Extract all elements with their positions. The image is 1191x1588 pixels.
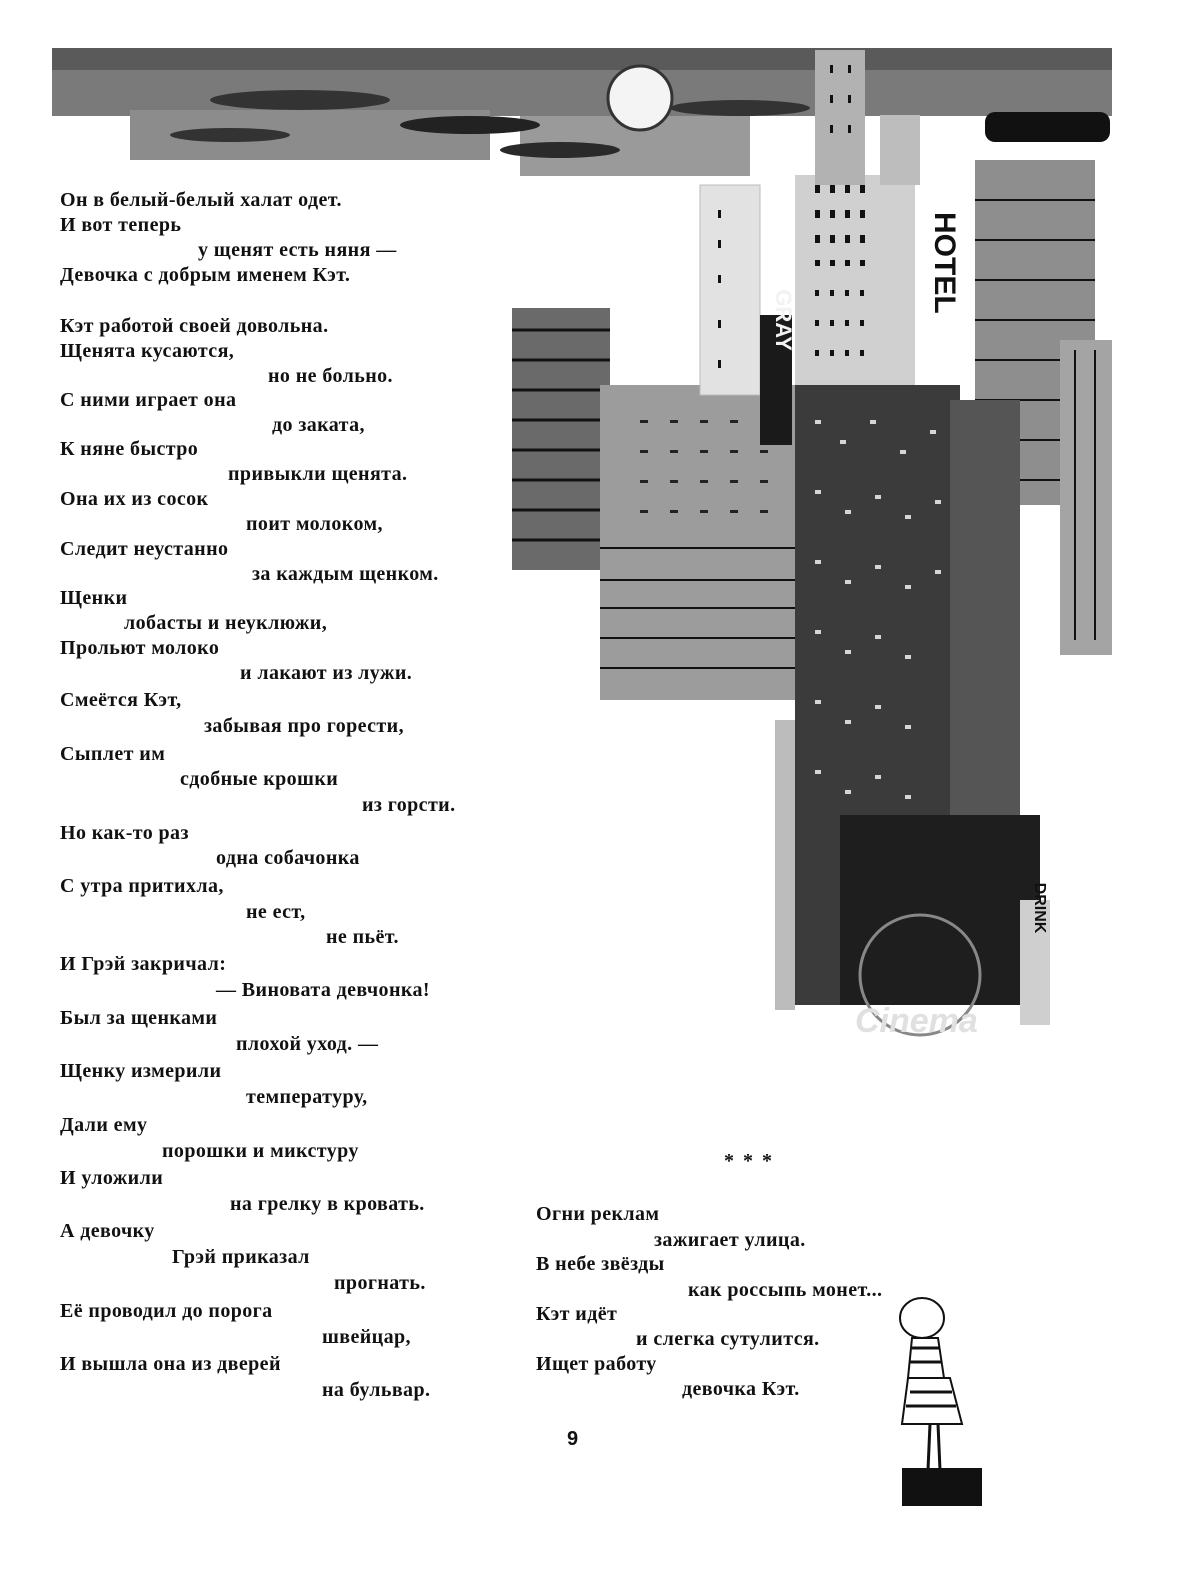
poem-line: Грэй приказал xyxy=(172,1246,310,1268)
poem-line: Её проводил до порога xyxy=(60,1300,273,1322)
poem-line: И уложили xyxy=(60,1167,164,1189)
poem-line: у щенят есть няня — xyxy=(198,239,397,261)
poem-line: С утра притихла, xyxy=(60,875,224,897)
poem-line: зажигает улица. xyxy=(654,1229,806,1251)
poem-line: порошки и микстуру xyxy=(162,1140,359,1162)
night-sky xyxy=(52,48,1112,176)
poem-line: не пьёт. xyxy=(326,926,399,948)
poem-line: девочка Кэт. xyxy=(682,1378,800,1400)
poem-line: И вышла она из дверей xyxy=(60,1353,281,1375)
poem-line: Следит неустанно xyxy=(60,538,229,560)
poem-line: В небе звёзды xyxy=(536,1253,665,1275)
moon-icon xyxy=(608,66,672,130)
poem-line: лобасты и неуклюжи, xyxy=(124,612,328,634)
stanza-separator: * * * xyxy=(724,1150,774,1172)
page-number: 9 xyxy=(567,1428,579,1450)
poem-line: забывая про горести, xyxy=(204,715,404,737)
girl-figure xyxy=(900,1298,982,1506)
poem-line: Сыплет им xyxy=(60,743,166,765)
cinema-sign-text: Cinema xyxy=(855,1002,978,1040)
poem-line: швейцар, xyxy=(322,1326,411,1348)
poem-line: сдобные крошки xyxy=(180,768,339,790)
poem-line: Но как-то раз xyxy=(60,822,189,844)
poem-line: прогнать. xyxy=(334,1272,426,1294)
poem-line: поит молоком, xyxy=(246,513,383,535)
poem-line: из горсти. xyxy=(362,794,456,816)
poem-line: но не больно. xyxy=(268,365,393,387)
poem-line: плохой уход. — xyxy=(236,1033,379,1055)
cinema-building xyxy=(840,815,1040,1005)
poem-line: Смеётся Кэт, xyxy=(60,689,182,711)
poem-line: на грелку в кровать. xyxy=(230,1193,425,1215)
poem-line: Дали ему xyxy=(60,1114,148,1136)
poem-line: Она их из сосок xyxy=(60,488,209,510)
gray-sign-text: GRAY xyxy=(771,289,796,351)
poem-line: Прольют молоко xyxy=(60,637,220,659)
poem-line: Огни реклам xyxy=(536,1203,660,1225)
poem-line: температуру, xyxy=(246,1086,368,1108)
poem-line: К няне быстро xyxy=(60,438,199,460)
poem-line: Ищет работу xyxy=(536,1353,657,1375)
poem-line: Он в белый-белый халат одет. xyxy=(60,189,342,211)
poem-line: как россыпь монет... xyxy=(688,1279,883,1301)
poem-line: не ест, xyxy=(246,901,306,923)
poem-line: и лакают из лужи. xyxy=(240,662,413,684)
poem-line: Девочка с добрым именем Кэт. xyxy=(60,264,351,286)
hotel-sign-text: HOTEL xyxy=(928,212,961,314)
poem-line: Кэт идёт xyxy=(536,1303,618,1325)
poem-line: Щенята кусаются, xyxy=(60,340,235,362)
poem-line: И вот теперь xyxy=(60,214,182,236)
poem-line: И Грэй закричал: xyxy=(60,953,227,975)
poem-line: Кэт работой своей довольна. xyxy=(60,315,329,337)
poem-line: Был за щенками xyxy=(60,1007,218,1029)
poem-line: Щенку измерили xyxy=(60,1060,222,1082)
building-left xyxy=(512,308,610,570)
drink-sign-text: DRINK xyxy=(1031,882,1048,934)
building-dark xyxy=(775,385,1050,1040)
poem-line: на бульвар. xyxy=(322,1379,431,1401)
poem-line: за каждым щенком. xyxy=(252,563,439,585)
poem-line: А девочку xyxy=(60,1220,155,1242)
poem-line: С ними играет она xyxy=(60,389,237,411)
poem-line: Щенки xyxy=(60,587,128,609)
poem-line: до заката, xyxy=(272,414,365,436)
poem-line: — Виновата девчонка! xyxy=(216,979,430,1001)
poem-line: и слегка сутулится. xyxy=(636,1328,820,1350)
poem-line: привыкли щенята. xyxy=(228,463,408,485)
poem-line: одна собачонка xyxy=(216,847,360,869)
